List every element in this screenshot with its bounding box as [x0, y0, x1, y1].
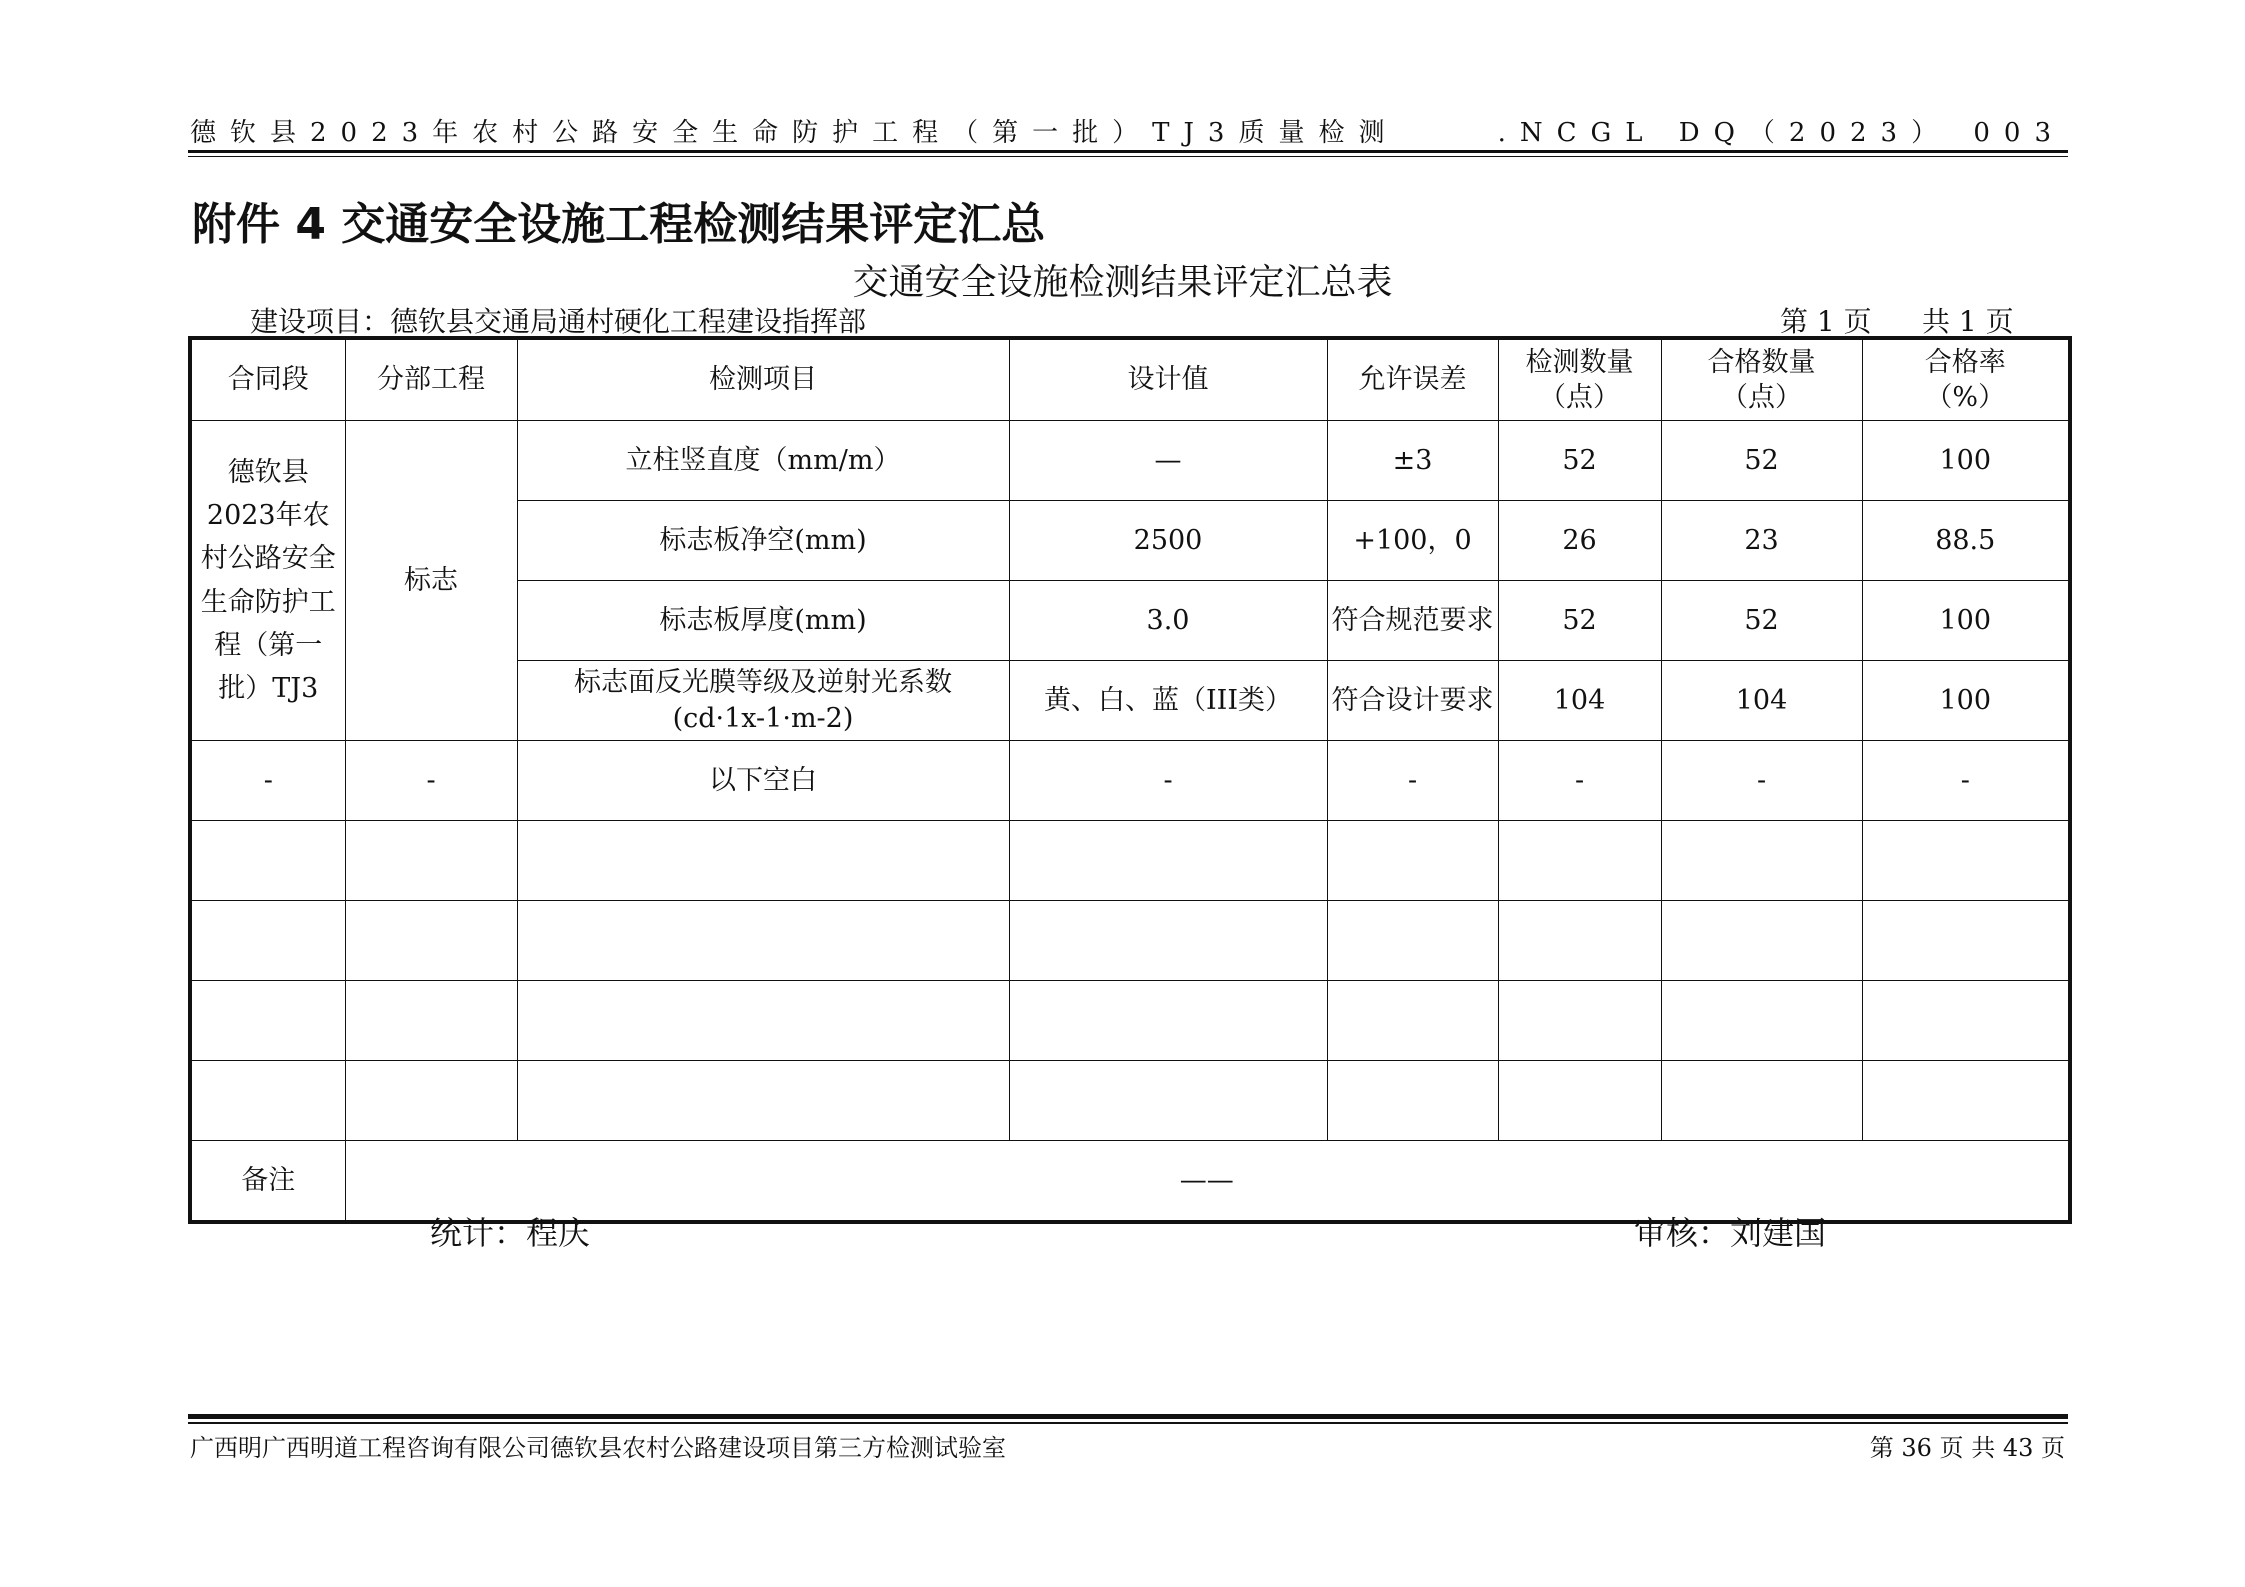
- tested-cell: 52: [1498, 421, 1661, 501]
- statistics-signer: 统计：程庆: [430, 1214, 591, 1252]
- header-report-number: .NCGL DQ（2023） 003: [1497, 118, 2065, 148]
- project-label: 建设项目：德钦县交通局通村硬化工程建设指挥部: [250, 305, 867, 338]
- design-cell: 黄、白、蓝（III类）: [1009, 661, 1327, 741]
- contract-cell: -: [190, 741, 345, 821]
- footer-page-number: 第 36 页 共 43 页: [1869, 1434, 2065, 1462]
- item-cell: 立柱竖直度（mm/m）: [517, 421, 1009, 501]
- tolerance-cell: -: [1327, 741, 1498, 821]
- tested-cell: 52: [1498, 581, 1661, 661]
- contract-section-cell: 德钦县2023年农村公路安全生命防护工程（第一批）TJ3: [190, 421, 345, 741]
- summary-table: [188, 336, 2072, 1224]
- column-header: 允许误差: [1327, 338, 1498, 421]
- empty-row: [190, 1061, 2070, 1141]
- tolerance-cell: 符合设计要求: [1327, 661, 1498, 741]
- column-header: 检测数量 （点）: [1498, 338, 1661, 421]
- column-header: 检测项目: [517, 338, 1009, 421]
- attachment-title: 附件 4 交通安全设施工程检测结果评定汇总: [192, 199, 1046, 250]
- tested-cell: 26: [1498, 501, 1661, 581]
- blank-marker-row: [190, 741, 2070, 821]
- remarks-label: 备注: [190, 1141, 345, 1223]
- rate-cell: 100: [1862, 421, 2070, 501]
- tested-cell: -: [1498, 741, 1661, 821]
- footer-rule-thin: [188, 1422, 2068, 1424]
- design-cell: —: [1009, 421, 1327, 501]
- page-header: [190, 112, 2065, 149]
- total-pages: 共 1 页: [1922, 305, 2014, 338]
- footer-organization: 广西明广西明道工程咨询有限公司德钦县农村公路建设项目第三方检测试验室: [190, 1434, 1006, 1462]
- table-row: [190, 421, 2070, 501]
- item-cell: 标志面反光膜等级及逆射光系数 (cd·1x-1·m-2): [517, 661, 1009, 741]
- tolerance-cell: +100，0: [1327, 501, 1498, 581]
- passed-cell: 52: [1661, 581, 1862, 661]
- header-left-text: 德钦县2023年农村公路安全生命防护工程（第一批）TJ3质量检测: [190, 118, 1399, 148]
- design-cell: 2500: [1009, 501, 1327, 581]
- page-indicator: 第 1 页: [1780, 305, 1872, 338]
- passed-cell: -: [1661, 741, 1862, 821]
- rate-cell: 88.5: [1862, 501, 2070, 581]
- item-cell: 标志板净空(mm): [517, 501, 1009, 581]
- column-header: 合同段: [190, 338, 345, 421]
- subproject-cell: 标志: [345, 421, 517, 741]
- passed-cell: 52: [1661, 421, 1862, 501]
- rate-cell: -: [1862, 741, 2070, 821]
- item-cell: 标志板厚度(mm): [517, 581, 1009, 661]
- design-cell: 3.0: [1009, 581, 1327, 661]
- passed-cell: 104: [1661, 661, 1862, 741]
- empty-row: [190, 821, 2070, 901]
- review-signer: 审核：刘建国: [1634, 1214, 1827, 1252]
- table-header-row: [190, 338, 2070, 421]
- subproject-cell: -: [345, 741, 517, 821]
- header-rule-thin: [188, 156, 2068, 157]
- empty-row: [190, 901, 2070, 981]
- header-rule: [188, 150, 2068, 153]
- design-cell: -: [1009, 741, 1327, 821]
- tolerance-cell: ±3: [1327, 421, 1498, 501]
- table-title: 交通安全设施检测结果评定汇总表: [852, 262, 1393, 303]
- item-cell: 以下空白: [517, 741, 1009, 821]
- tolerance-cell: 符合规范要求: [1327, 581, 1498, 661]
- rate-cell: 100: [1862, 661, 2070, 741]
- page-footer: [190, 1428, 2065, 1463]
- remarks-value: ——: [345, 1141, 2070, 1223]
- column-header: 分部工程: [345, 338, 517, 421]
- column-header: 合格率 （%）: [1862, 338, 2070, 421]
- tested-cell: 104: [1498, 661, 1661, 741]
- footer-rule: [188, 1414, 2068, 1419]
- column-header: 设计值: [1009, 338, 1327, 421]
- rate-cell: 100: [1862, 581, 2070, 661]
- passed-cell: 23: [1661, 501, 1862, 581]
- column-header: 合格数量 （点）: [1661, 338, 1862, 421]
- empty-row: [190, 981, 2070, 1061]
